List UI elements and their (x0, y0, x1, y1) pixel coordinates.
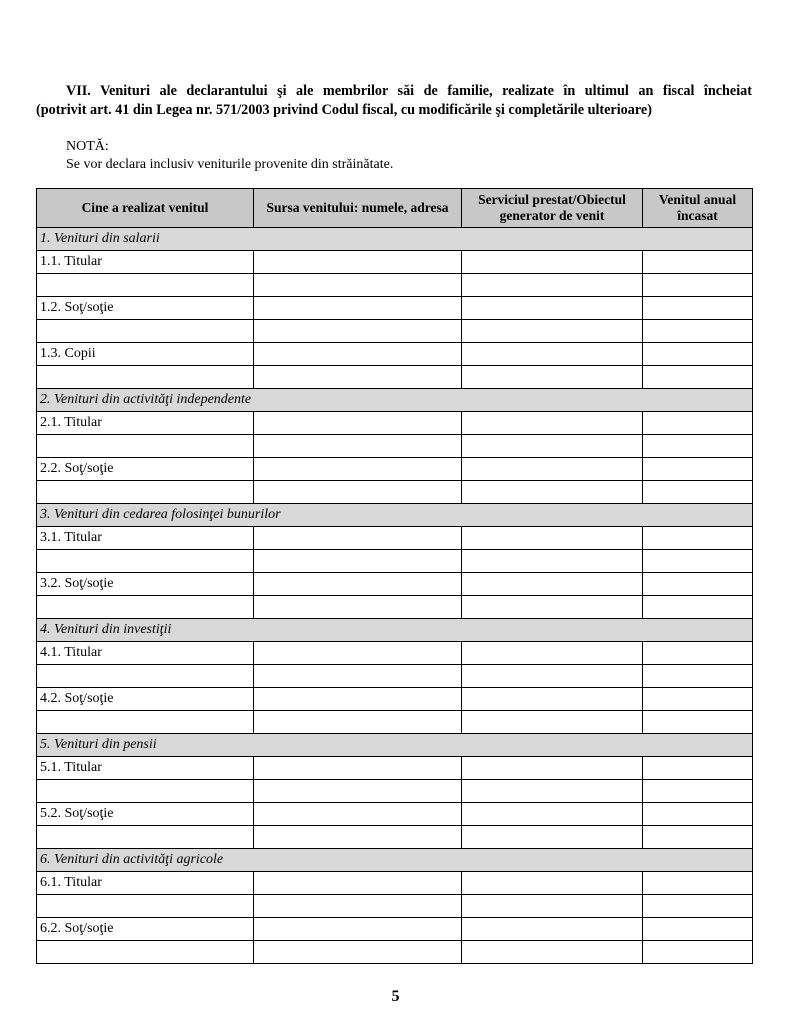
cell-service-provided[interactable] (462, 872, 643, 895)
cell-who-earned (37, 941, 254, 964)
table-row (37, 573, 753, 596)
cell-income-source[interactable] (254, 688, 462, 711)
table-row (37, 527, 753, 550)
cell-who-earned: 5.1. Titular (37, 757, 254, 780)
cell-service-provided[interactable] (462, 826, 643, 849)
cell-annual-income[interactable] (643, 826, 753, 849)
section-title: 2. Venituri din activităţi independente (37, 389, 753, 412)
cell-annual-income[interactable] (643, 895, 753, 918)
cell-service-provided[interactable] (462, 366, 643, 389)
cell-service-provided[interactable] (462, 458, 643, 481)
cell-income-source[interactable] (254, 343, 462, 366)
section-row (37, 389, 753, 412)
cell-annual-income[interactable] (643, 458, 753, 481)
section-row (37, 734, 753, 757)
table-row (37, 780, 753, 803)
cell-who-earned: 1.2. Soţ/soţie (37, 297, 254, 320)
cell-income-source[interactable] (254, 895, 462, 918)
cell-who-earned (37, 550, 254, 573)
cell-who-earned (37, 826, 254, 849)
table-row (37, 412, 753, 435)
header-income-source: Sursa venitului: numele, adresa (254, 189, 462, 228)
table-row (37, 481, 753, 504)
cell-who-earned: 4.1. Titular (37, 642, 254, 665)
cell-service-provided[interactable] (462, 665, 643, 688)
cell-income-source[interactable] (254, 872, 462, 895)
cell-income-source[interactable] (254, 251, 462, 274)
cell-service-provided[interactable] (462, 481, 643, 504)
table-row (37, 665, 753, 688)
section-title: 5. Venituri din pensii (37, 734, 753, 757)
table-row (37, 688, 753, 711)
cell-service-provided[interactable] (462, 711, 643, 734)
note-block (66, 138, 393, 174)
table-row (37, 642, 753, 665)
table-row (37, 550, 753, 573)
table-row (37, 803, 753, 826)
cell-who-earned (37, 435, 254, 458)
cell-who-earned: 2.2. Soţ/soţie (37, 458, 254, 481)
table-row (37, 941, 753, 964)
cell-service-provided[interactable] (462, 297, 643, 320)
cell-annual-income[interactable] (643, 872, 753, 895)
table-row (37, 435, 753, 458)
table-row (37, 297, 753, 320)
cell-annual-income[interactable] (643, 757, 753, 780)
table-row (37, 711, 753, 734)
cell-annual-income[interactable] (643, 941, 753, 964)
cell-income-source[interactable] (254, 573, 462, 596)
cell-who-earned: 3.1. Titular (37, 527, 254, 550)
table-row (37, 320, 753, 343)
cell-service-provided[interactable] (462, 343, 643, 366)
cell-service-provided[interactable] (462, 573, 643, 596)
cell-annual-income[interactable] (643, 711, 753, 734)
cell-income-source[interactable] (254, 320, 462, 343)
cell-service-provided[interactable] (462, 274, 643, 297)
cell-who-earned (37, 274, 254, 297)
table-row (37, 458, 753, 481)
section-heading-line-2: (potrivit art. 41 din Legea nr. 571/2003 privind Codul fiscal, cu modificările şi completările ulterioare) (36, 102, 652, 118)
cell-annual-income[interactable] (643, 274, 753, 297)
cell-income-source[interactable] (254, 941, 462, 964)
header-who-earned: Cine a realizat venitul (37, 189, 254, 228)
cell-income-source[interactable] (254, 596, 462, 619)
cell-annual-income[interactable] (643, 343, 753, 366)
cell-annual-income[interactable] (643, 550, 753, 573)
cell-income-source[interactable] (254, 550, 462, 573)
cell-income-source[interactable] (254, 665, 462, 688)
table-row (37, 274, 753, 297)
note-text: Se vor declara inclusiv veniturile provenite din străinătate. (66, 157, 394, 172)
cell-annual-income[interactable] (643, 481, 753, 504)
cell-service-provided[interactable] (462, 596, 643, 619)
section-heading (36, 82, 752, 120)
table-row (37, 757, 753, 780)
income-table-body (37, 228, 753, 964)
section-row (37, 504, 753, 527)
cell-income-source[interactable] (254, 803, 462, 826)
section-title: 1. Venituri din salarii (37, 228, 753, 251)
cell-who-earned (37, 711, 254, 734)
table-row (37, 251, 753, 274)
cell-annual-income[interactable] (643, 642, 753, 665)
cell-service-provided[interactable] (462, 435, 643, 458)
cell-income-source[interactable] (254, 780, 462, 803)
cell-who-earned: 1.3. Copii (37, 343, 254, 366)
cell-who-earned: 1.1. Titular (37, 251, 254, 274)
cell-service-provided[interactable] (462, 527, 643, 550)
cell-who-earned: 2.1. Titular (37, 412, 254, 435)
section-title: 4. Venituri din investiţii (37, 619, 753, 642)
page-number: 5 (391, 988, 400, 1005)
cell-income-source[interactable] (254, 435, 462, 458)
cell-annual-income[interactable] (643, 780, 753, 803)
table-row (37, 895, 753, 918)
section-heading-line-1: VII. Venituri ale declarantului şi ale membrilor săi de familie, realizate în ultimul an fiscal încheiat (66, 83, 752, 99)
cell-who-earned: 4.2. Soţ/soţie (37, 688, 254, 711)
cell-who-earned (37, 780, 254, 803)
section-row (37, 619, 753, 642)
cell-annual-income[interactable] (643, 573, 753, 596)
cell-who-earned (37, 665, 254, 688)
cell-annual-income[interactable] (643, 803, 753, 826)
cell-service-provided[interactable] (462, 320, 643, 343)
cell-income-source[interactable] (254, 642, 462, 665)
table-row (37, 918, 753, 941)
cell-income-source[interactable] (254, 274, 462, 297)
cell-who-earned (37, 366, 254, 389)
cell-who-earned: 6.2. Soţ/soţie (37, 918, 254, 941)
cell-service-provided[interactable] (462, 412, 643, 435)
cell-annual-income[interactable] (643, 320, 753, 343)
table-row (37, 826, 753, 849)
cell-service-provided[interactable] (462, 642, 643, 665)
section-row (37, 849, 753, 872)
cell-annual-income[interactable] (643, 366, 753, 389)
section-title: 6. Venituri din activităţi agricole (37, 849, 753, 872)
header-service-provided: Serviciul prestat/Obiectul generator de venit (462, 189, 643, 228)
cell-income-source[interactable] (254, 527, 462, 550)
table-row (37, 872, 753, 895)
cell-service-provided[interactable] (462, 895, 643, 918)
cell-service-provided[interactable] (462, 251, 643, 274)
cell-income-source[interactable] (254, 412, 462, 435)
cell-service-provided[interactable] (462, 688, 643, 711)
cell-income-source[interactable] (254, 366, 462, 389)
cell-annual-income[interactable] (643, 596, 753, 619)
cell-service-provided[interactable] (462, 918, 643, 941)
cell-service-provided[interactable] (462, 550, 643, 573)
note-title: NOTĂ: (66, 139, 109, 154)
cell-income-source[interactable] (254, 711, 462, 734)
cell-income-source[interactable] (254, 826, 462, 849)
cell-income-source[interactable] (254, 297, 462, 320)
cell-income-source[interactable] (254, 918, 462, 941)
table-row (37, 366, 753, 389)
cell-who-earned (37, 481, 254, 504)
cell-who-earned (37, 596, 254, 619)
table-row (37, 596, 753, 619)
table-header-row (37, 189, 753, 228)
cell-service-provided[interactable] (462, 941, 643, 964)
cell-service-provided[interactable] (462, 780, 643, 803)
income-table (36, 188, 753, 964)
cell-service-provided[interactable] (462, 757, 643, 780)
cell-annual-income[interactable] (643, 412, 753, 435)
cell-who-earned (37, 895, 254, 918)
header-annual-income: Venitul anual încasat (643, 189, 753, 228)
cell-annual-income[interactable] (643, 435, 753, 458)
section-title: 3. Venituri din cedarea folosinţei bunurilor (37, 504, 753, 527)
cell-income-source[interactable] (254, 481, 462, 504)
cell-who-earned (37, 320, 254, 343)
cell-annual-income[interactable] (643, 688, 753, 711)
cell-annual-income[interactable] (643, 665, 753, 688)
cell-annual-income[interactable] (643, 297, 753, 320)
cell-annual-income[interactable] (643, 527, 753, 550)
cell-annual-income[interactable] (643, 918, 753, 941)
cell-who-earned: 6.1. Titular (37, 872, 254, 895)
table-row (37, 343, 753, 366)
cell-income-source[interactable] (254, 458, 462, 481)
cell-who-earned: 3.2. Soţ/soţie (37, 573, 254, 596)
cell-service-provided[interactable] (462, 803, 643, 826)
section-row (37, 228, 753, 251)
cell-who-earned: 5.2. Soţ/soţie (37, 803, 254, 826)
cell-annual-income[interactable] (643, 251, 753, 274)
cell-income-source[interactable] (254, 757, 462, 780)
